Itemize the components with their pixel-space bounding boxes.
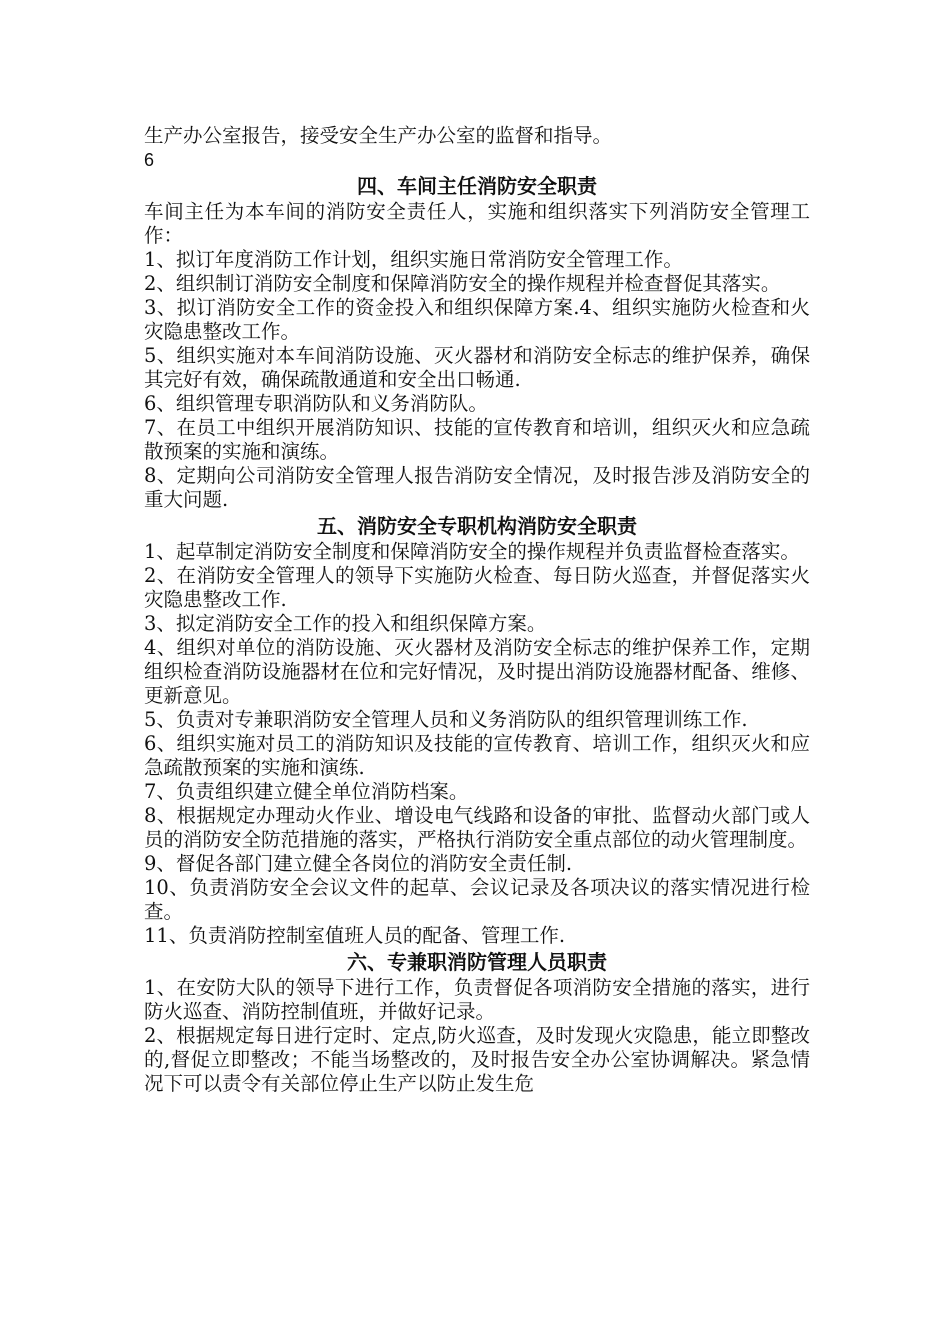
section-5-item: 3、拟定消防安全工作的投入和组织保障方案。: [144, 612, 547, 635]
section-5-item: 5、负责对专兼职消防安全管理人员和义务消防队的组织管理训练工作.: [144, 708, 748, 731]
section-6-item: 2、根据规定每日进行定时、定点,防火巡查，及时发现火灾隐患，能立即整改的,督促立即整改；不能当场整改的，及时报告安全办公室协调解决。紧急情况下可以责令有关部位停止生产以防止发生危: [144, 1024, 810, 1095]
page-number: 6: [144, 150, 155, 170]
section-6-heading: 六、专兼职消防管理人员职责: [347, 950, 607, 974]
section-4-item: 8、定期向公司消防安全管理人报告消防安全情况，及时报告涉及消防安全的重大问题.: [144, 464, 810, 511]
section-5-item: 9、督促各部门建立健全各岗位的消防安全责任制.: [144, 852, 573, 875]
continuation-text: 生产办公室报告，接受安全生产办公室的监督和指导。: [144, 124, 613, 147]
section-4-intro: 车间主任为本车间的消防安全责任人，实施和组织落实下列消防安全管理工作：: [144, 200, 810, 247]
section-4-item: 7、在员工中组织开展消防知识、技能的宣传教育和培训，组织灭火和应急疏散预案的实施和演练。: [144, 416, 810, 463]
section-5-item: 1、起草制定消防安全制度和保障消防安全的操作规程并负责监督检查落实。: [144, 540, 800, 563]
section-5-item: 4、组织对单位的消防设施、灭火器材及消防安全标志的维护保养工作，定期组织检查消防设施器材在位和完好情况，及时提出消防设施器材配备、维修、更新意见。: [144, 636, 810, 707]
section-5-item: 2、在消防安全管理人的领导下实施防火检查、每日防火巡查，并督促落实火灾隐患整改工作.: [144, 564, 810, 611]
section-5-item: 8、根据规定办理动火作业、增设电气线路和设备的审批、监督动火部门或人员的消防安全防范措施的落实，严格执行消防安全重点部位的动火管理制度。: [144, 804, 810, 851]
section-5-item: 6、组织实施对员工的消防知识及技能的宣传教育、培训工作，组织灭火和应急疏散预案的实施和演练.: [144, 732, 810, 779]
section-4-item: 2、组织制订消防安全制度和保障消防安全的操作规程并检查督促其落实。: [144, 272, 781, 295]
section-5-heading: 五、消防安全专职机构消防安全职责: [317, 514, 637, 538]
document-page: [144, 124, 810, 1096]
section-6-item: 1、在安防大队的领导下进行工作，负责督促各项消防安全措施的落实，进行防火巡查、消防控制值班，并做好记录。: [144, 976, 810, 1023]
section-4-item: 5、组织实施对本车间消防设施、灭火器材和消防安全标志的维护保养，确保其完好有效，确保疏散通道和安全出口畅通.: [144, 344, 810, 391]
section-5-item: 11、负责消防控制室值班人员的配备、管理工作.: [144, 924, 566, 947]
section-4-item: 1、拟订年度消防工作计划，组织实施日常消防安全管理工作。: [144, 248, 683, 271]
section-4-item: 3、拟订消防安全工作的资金投入和组织保障方案.4、组织实施防火检查和火灾隐患整改工作。: [144, 296, 810, 343]
section-5-item: 10、负责消防安全会议文件的起草、会议记录及各项决议的落实情况进行检查。: [144, 876, 810, 923]
section-5-item: 7、负责组织建立健全单位消防档案。: [144, 780, 469, 803]
section-4-heading: 四、车间主任消防安全职责: [357, 174, 597, 198]
section-4-item: 6、组织管理专职消防队和义务消防队。: [144, 392, 488, 415]
